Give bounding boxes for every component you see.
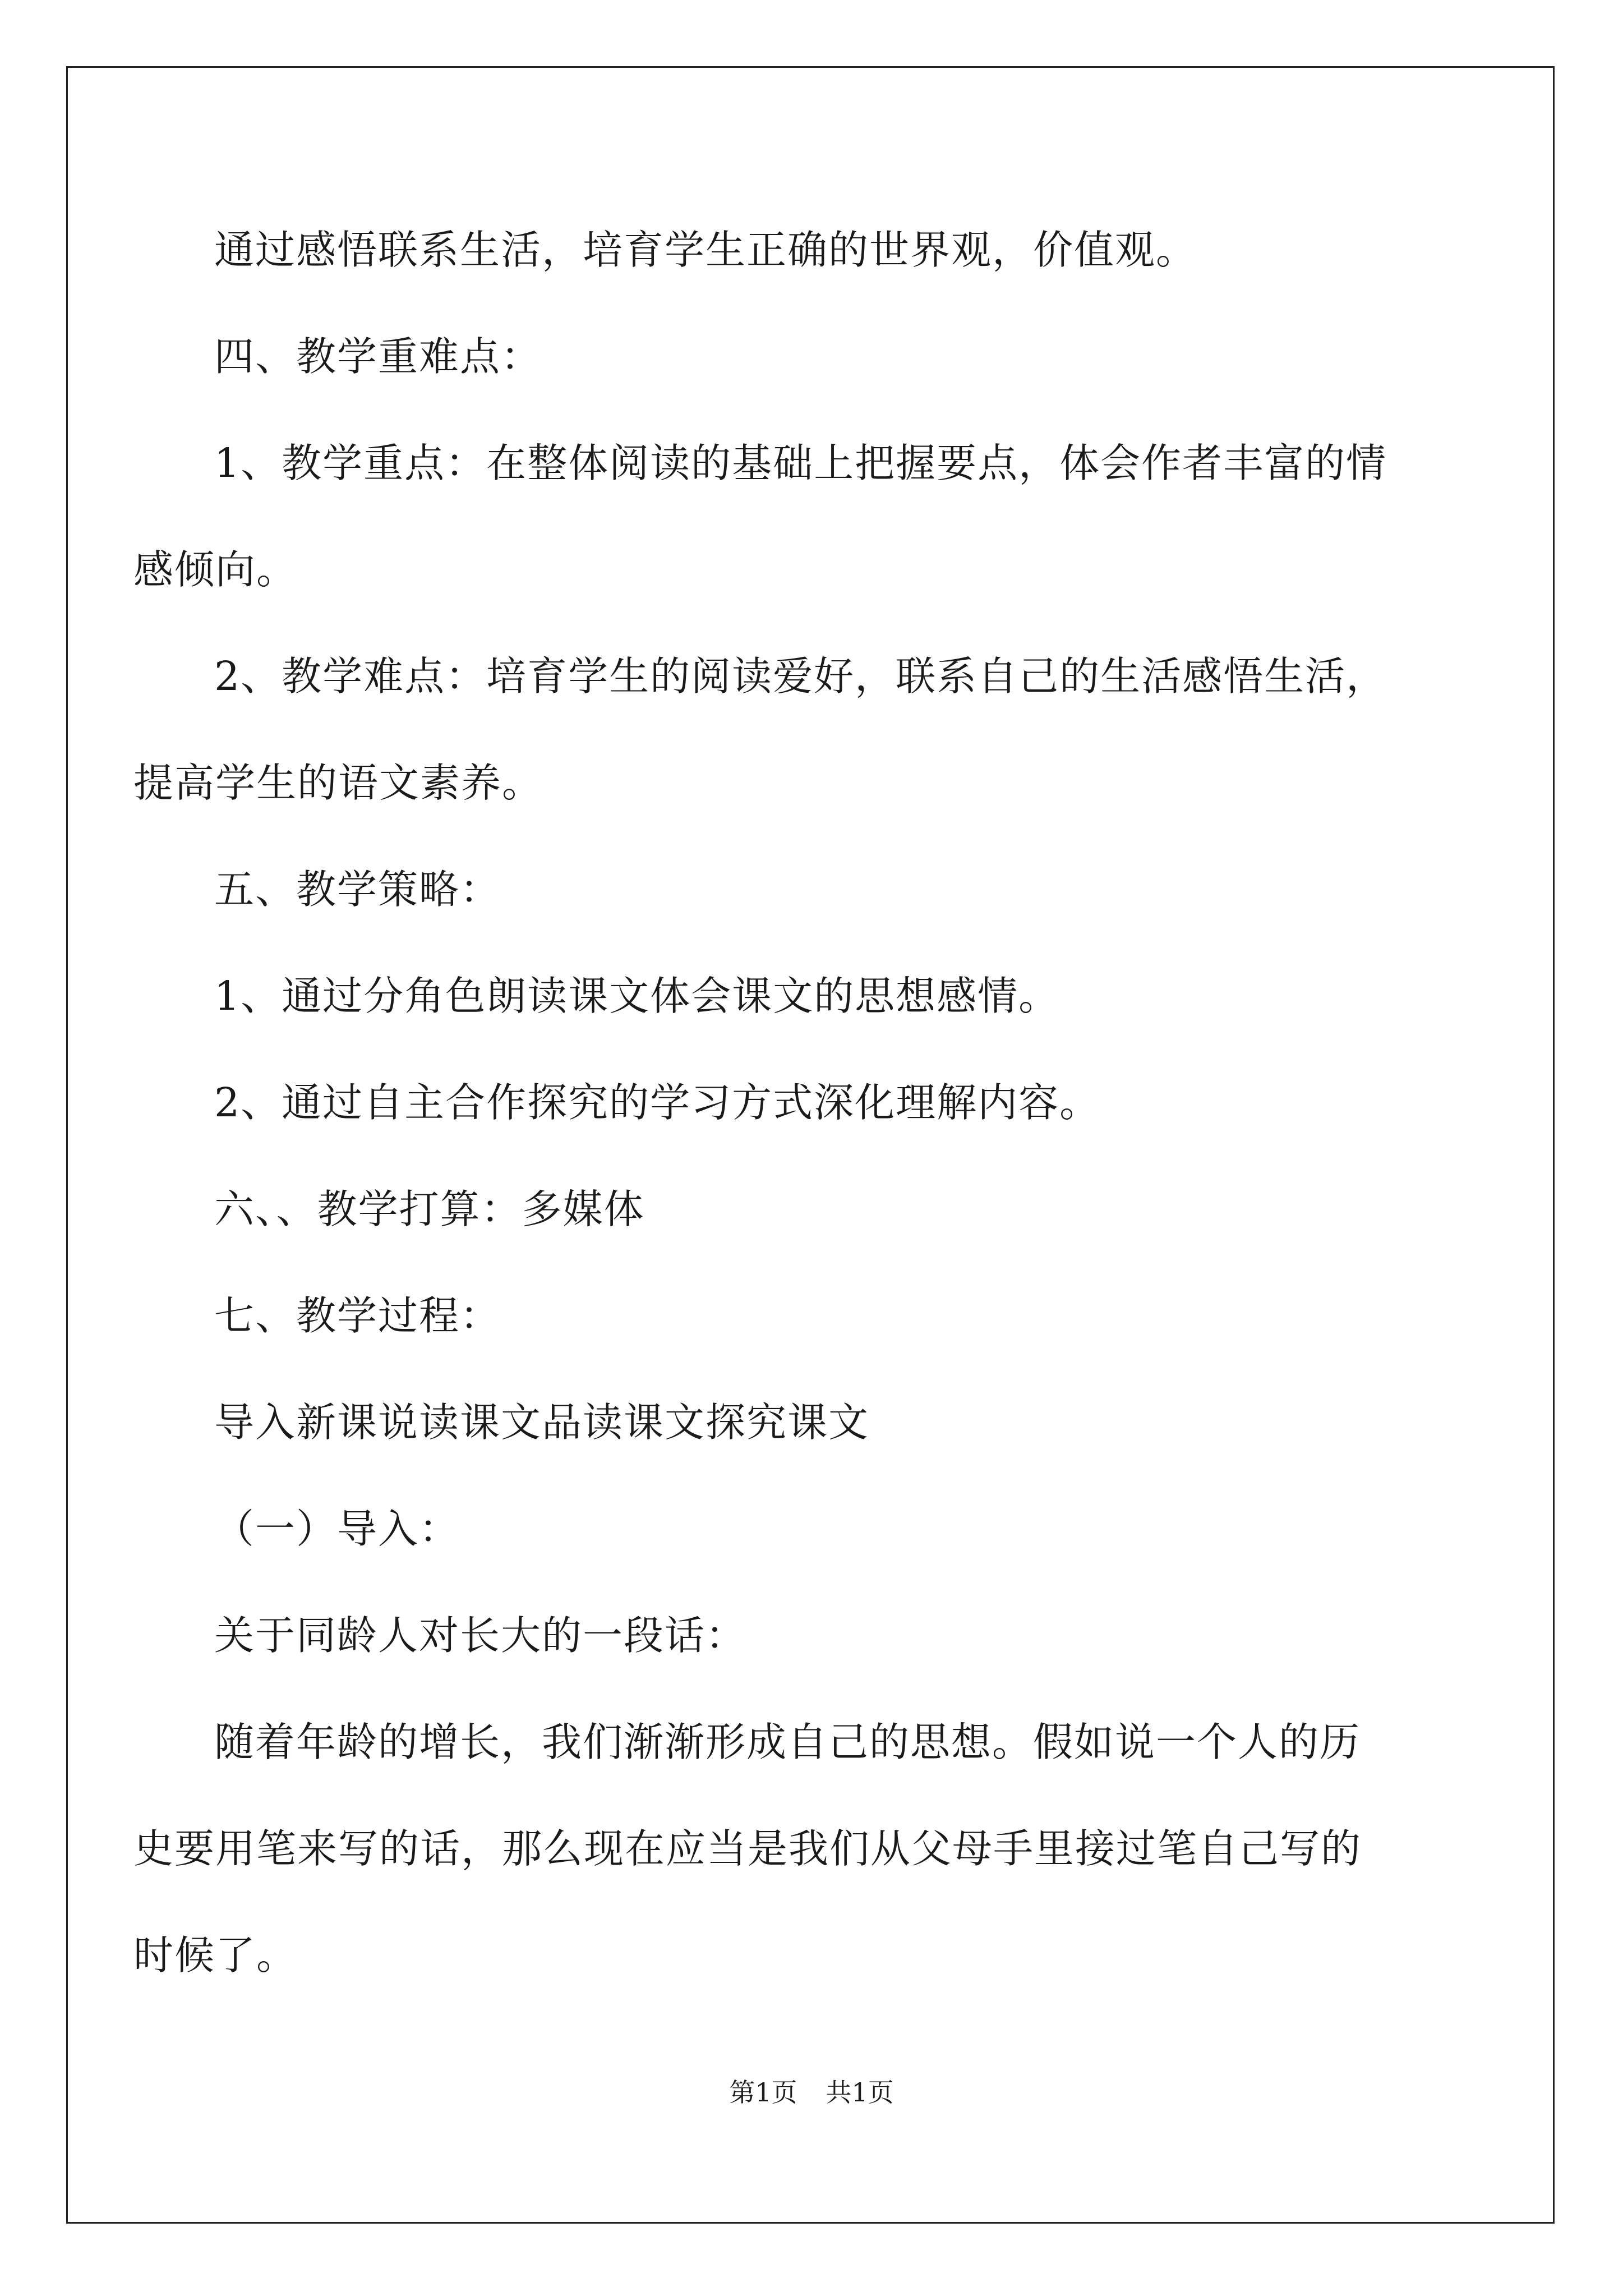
page-number-current: 第1页 — [729, 2077, 797, 2108]
body-line: 随着年龄的增长，我们渐渐形成自己的思想。假如说一个人的历 — [214, 1719, 1361, 1765]
body-line: 关于同龄人对长大的一段话： — [214, 1612, 747, 1659]
body-line: 1、通过分角色朗读课文体会课文的思想感情。 — [214, 973, 1060, 1019]
page-footer — [0, 2077, 1623, 2108]
section-heading: 四、教学重难点： — [214, 333, 542, 380]
body-line: 导入新课说读课文品读课文探究课文 — [214, 1399, 870, 1446]
page-number-total: 共1页 — [826, 2077, 894, 2108]
body-line: 史要用笔来写的话，那么现在应当是我们从父母手里接过笔自己写的 — [133, 1825, 1362, 1872]
body-line: 2、通过自主合作探究的学习方式深化理解内容。 — [214, 1079, 1101, 1126]
body-line: 时候了。 — [133, 1932, 298, 1978]
body-line: 2、教学难点：培育学生的阅读爱好，联系自己的生活感悟生活， — [214, 653, 1387, 700]
page-border — [66, 66, 1555, 2224]
body-line: 通过感悟联系生活，培育学生正确的世界观，价值观。 — [214, 227, 1197, 273]
body-line: 感倾向。 — [133, 546, 298, 593]
body-line: 提高学生的语文素养。 — [133, 760, 543, 806]
section-heading: 五、教学策略： — [214, 866, 501, 913]
body-line: 1、教学重点：在整体阅读的基础上把握要点，体会作者丰富的情 — [214, 440, 1387, 486]
section-heading: 六、、教学打算：多媒体 — [214, 1186, 645, 1232]
section-heading: 七、教学过程： — [214, 1292, 501, 1339]
subsection-heading: （一）导入： — [214, 1506, 460, 1552]
